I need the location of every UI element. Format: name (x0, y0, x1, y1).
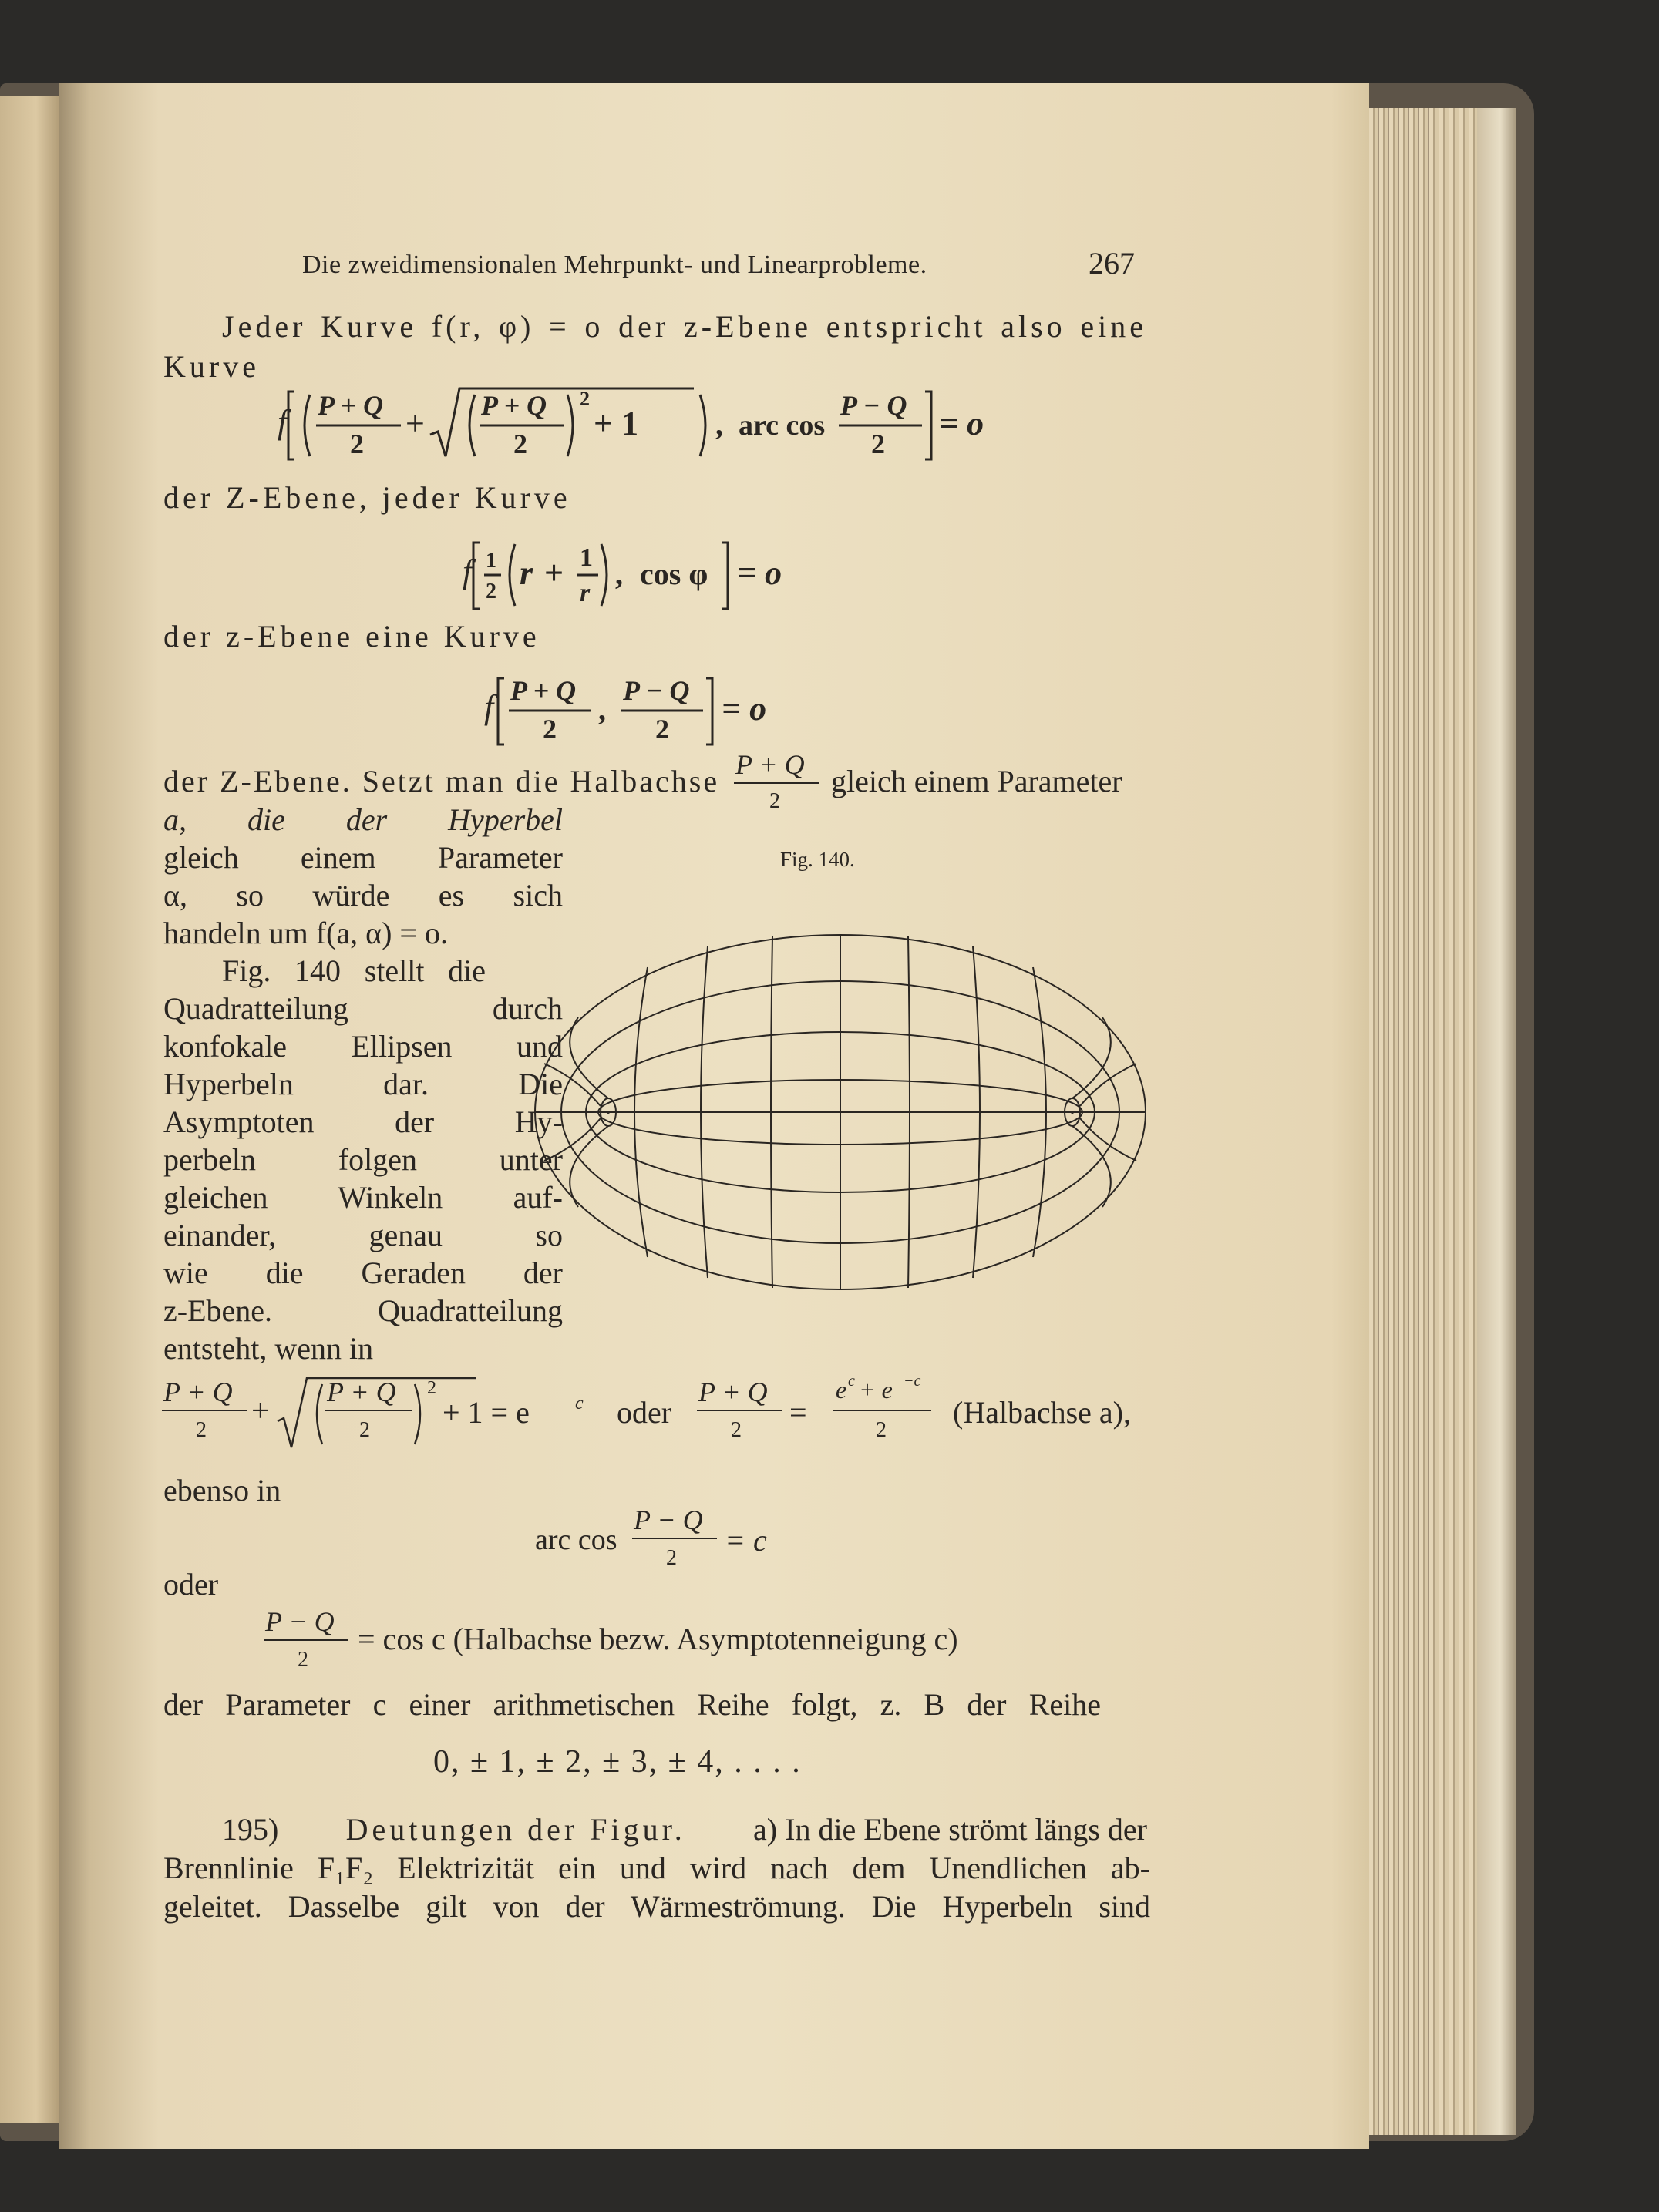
f4-halbachse: (Halbachse a), (953, 1395, 1131, 1430)
formula-cos-c (262, 1600, 1079, 1689)
formula-num-inner: P + Q (481, 390, 547, 421)
formula-curve-Z-2 (484, 667, 839, 756)
text-line-27: geleitet. Dasselbe gilt von der Wärmeströmung. Die Hyperbeln sind (163, 1889, 1150, 1924)
page-number: 267 (1089, 246, 1135, 281)
f4-square: 2 (427, 1378, 436, 1398)
cover-edge (1477, 108, 1516, 2135)
formula-plus: + (544, 554, 564, 592)
f5-eq: = c (725, 1523, 767, 1558)
text-line-16: gleichen Winkeln auf- (163, 1180, 563, 1215)
f4-num-2: P + Q (698, 1377, 768, 1407)
formula-f: f (484, 688, 494, 726)
f4-exp-c: c (575, 1393, 584, 1414)
figure-caption: Fig. 140. (780, 848, 855, 871)
formula-f: f (278, 403, 288, 441)
f4-oder: oder (617, 1395, 672, 1430)
f4-den-2: 2 (731, 1418, 742, 1442)
text-line-4: der z-Ebene eine Kurve (163, 619, 540, 654)
text-line-15: perbeln folgen unter (163, 1142, 563, 1177)
f4-num: P + Q (163, 1377, 233, 1407)
f4-den: 2 (196, 1418, 207, 1442)
text-line-20: entsteht, wenn in (163, 1331, 374, 1366)
f5-den: 2 (666, 1546, 677, 1570)
text-line-25: 195) Deutungen der Figur. a) In die Ebene strömt längs der (222, 1812, 1147, 1847)
text-line-21: ebenso in (163, 1473, 281, 1508)
text-line-8: α, so würde es sich (163, 878, 563, 913)
f5-arccos: arc cos (535, 1524, 617, 1556)
text-line-5b: gleich einem Parameter (831, 764, 1122, 798)
text-line-3: der Z-Ebene, jeder Kurve (163, 480, 571, 515)
formula-num: P + Q (318, 390, 384, 421)
formula-den-2: 2 (655, 714, 669, 745)
formula-den-2: 2 (871, 429, 885, 459)
hyperbola-l4-bot (570, 1126, 608, 1207)
formula-sep: , (598, 692, 606, 727)
text-line-12: konfokale Ellipsen und (163, 1029, 563, 1064)
formula-cos: cos φ (640, 556, 708, 591)
text-line-22: oder (163, 1567, 219, 1602)
text-line-24: 0, ± 1, ± 2, ± 3, ± 4, . . . . (433, 1744, 802, 1780)
text-line-18: wie die Geraden der (163, 1256, 563, 1290)
formula-arccos: arc cos (739, 409, 826, 442)
text-line-2: Kurve (163, 349, 260, 384)
text-line-6: a, die der Hyperbel (163, 802, 563, 837)
f4-e: e (836, 1376, 847, 1404)
left-page-edge (0, 96, 60, 2123)
formula-one-2: 1 (580, 543, 593, 572)
text-line-23: der Parameter c einer arithmetischen Reihe folgt, z. B der Reihe (163, 1687, 1101, 1722)
formula-sep: , (615, 556, 623, 591)
text-line-14: Asymptoten der Hy- (163, 1104, 563, 1139)
text-line-1: Jeder Kurve f(r, φ) = o der z-Ebene entspricht also eine (222, 309, 1147, 344)
formula-one: 1 (486, 549, 496, 573)
text-line-19: z-Ebene. Quadratteilung (163, 1293, 563, 1328)
formula-den-inner: 2 (513, 429, 527, 459)
formula-equals: = o (737, 554, 782, 592)
formula-arccos-c (535, 1497, 813, 1585)
hyperbola-r4-bot (1072, 1126, 1111, 1207)
inline-den: 2 (769, 789, 780, 813)
f4-den-inner: 2 (359, 1418, 370, 1442)
text-line-7: gleich einem Parameter (163, 840, 563, 875)
formula-r: r (520, 554, 533, 592)
hyperbola-l4-top (570, 1017, 608, 1098)
formula-num-2: P − Q (623, 675, 690, 706)
running-title: Die zweidimensionalen Mehrpunkt- und Linearprobleme. (302, 250, 927, 279)
f4-e-exp: c (848, 1373, 855, 1390)
formula-num-2: P − Q (840, 390, 907, 421)
text-line-10: Fig. 140 stellt die (222, 953, 486, 988)
f6-den: 2 (298, 1648, 308, 1672)
text-line-17: einander, genau so (163, 1218, 563, 1252)
f4-eq: = (789, 1395, 807, 1430)
f4-plus-e: + e (859, 1376, 893, 1404)
formula-den: 2 (350, 429, 364, 459)
inline-num: P + Q (735, 749, 805, 780)
text-line-13: Hyperbeln dar. Die (163, 1067, 563, 1101)
inline-fraction (732, 746, 825, 819)
formula-two: 2 (486, 580, 496, 603)
formula-den-1: 2 (543, 714, 557, 745)
text-line-26: Brennlinie F₁F₂ Elektrizität ein und wird nach dem Unendlichen ab- (163, 1851, 1150, 1885)
figure-confocal-ellipses (532, 894, 1149, 1295)
f5-num: P − Q (634, 1504, 703, 1535)
f4-plus: + (251, 1393, 270, 1429)
formula-curve-Z (278, 378, 1033, 474)
f4-plus-one: + 1 = e (443, 1395, 530, 1430)
text-line-5a: der Z-Ebene. Setzt man die Halbachse (163, 764, 720, 798)
formula-curve-z (463, 532, 863, 620)
formula-sep: , (715, 407, 723, 442)
formula-quadratteilung (160, 1370, 1163, 1459)
formula-equals: = o (722, 690, 767, 728)
formula-f: f (463, 553, 473, 590)
f6-rest: = cos c (Halbachse bezw. Asymptotenneigung c) (358, 1622, 958, 1656)
text-line-11: Quadratteilung durch (163, 991, 563, 1026)
page-stack-edge (1369, 108, 1477, 2135)
f4-minus-c: −c (904, 1373, 921, 1390)
formula-square: 2 (580, 388, 590, 410)
f6-num: P − Q (265, 1606, 335, 1637)
formula-num-1: P + Q (510, 675, 577, 706)
f4-num-inner: P + Q (327, 1377, 396, 1407)
hyperbola-r4-top (1072, 1017, 1111, 1098)
formula-plus-one: + 1 (594, 405, 639, 442)
formula-plus: + (405, 405, 425, 442)
formula-equals: = o (939, 405, 984, 442)
text-line-9: handeln um f(a, α) = o. (163, 916, 448, 950)
f4-den-3: 2 (876, 1418, 887, 1442)
formula-r-2: r (580, 579, 591, 607)
